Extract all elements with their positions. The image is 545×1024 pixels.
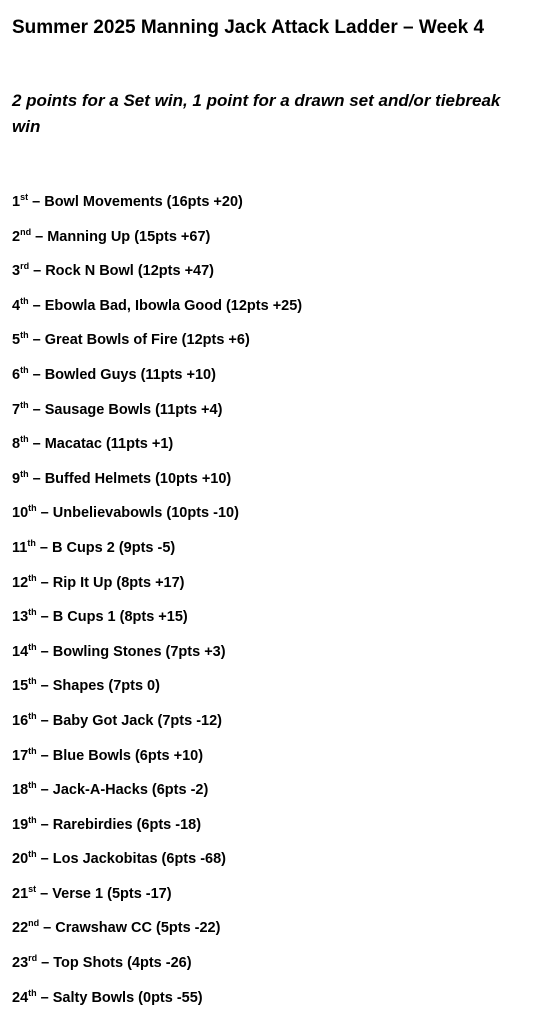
ladder-entry — [12, 363, 302, 398]
ladder-position: 4 — [12, 297, 21, 314]
team-standing: Ebowla Bad, Ibowla Good (12pts +25) — [44, 297, 303, 314]
ordinal-suffix: th — [20, 364, 29, 375]
team-standing: Blue Bowls (6pts +10) — [52, 747, 204, 764]
ladder-position: 17 — [12, 747, 29, 764]
separator: – — [29, 263, 46, 280]
team-standing: Bowling Stones (7pts +3) — [52, 643, 226, 660]
ladder-entry — [12, 328, 302, 363]
ladder-position: 9 — [12, 470, 21, 487]
ordinal-suffix: th — [28, 710, 37, 721]
ladder-entry — [12, 398, 302, 433]
ladder-position: 2 — [12, 228, 21, 245]
team-standing: Baby Got Jack (7pts -12) — [52, 712, 222, 729]
ordinal-suffix: th — [20, 434, 29, 445]
ordinal-suffix: st — [20, 192, 29, 202]
ladder-entry — [12, 571, 302, 606]
team-standing: Shapes (7pts 0) — [52, 678, 160, 695]
ladder-entry — [12, 536, 302, 571]
team-standing: Verse 1 (5pts -17) — [52, 885, 172, 902]
ladder-entry — [12, 640, 302, 675]
separator: – — [28, 194, 45, 210]
ladder-entry — [12, 294, 302, 329]
ordinal-suffix: th — [28, 849, 37, 860]
ladder-entry — [12, 190, 302, 225]
separator: – — [36, 712, 53, 729]
ladder-position: 18 — [12, 782, 29, 799]
separator: – — [36, 885, 53, 902]
page-title: Summer 2025 Manning Jack Attack Ladder – Week 4 — [12, 17, 485, 38]
team-standing: Macatac (11pts +1) — [44, 436, 174, 453]
separator: – — [28, 366, 45, 383]
ordinal-suffix: th — [28, 607, 37, 618]
ladder-position: 11 — [12, 539, 28, 556]
ladder-entry — [12, 813, 302, 848]
ordinal-suffix: th — [28, 676, 37, 687]
ladder-entry — [12, 709, 302, 744]
ordinal-suffix: th — [28, 780, 37, 791]
ordinal-suffix: th — [28, 987, 37, 998]
ordinal-suffix: th — [27, 537, 36, 548]
ladder-position: 10 — [12, 505, 29, 522]
team-standing: Los Jackobitas (6pts -68) — [52, 851, 227, 868]
ladder-entry — [12, 744, 302, 779]
team-standing: Bowl Movements (16pts +20) — [44, 194, 243, 210]
ordinal-suffix: th — [20, 399, 29, 410]
ordinal-suffix: th — [20, 330, 29, 341]
ladder-position: 15 — [12, 678, 29, 695]
ordinal-suffix: rd — [20, 261, 30, 272]
ladder-entry — [12, 778, 302, 813]
team-standing: Rarebirdies (6pts -18) — [52, 816, 202, 833]
ordinal-suffix: th — [28, 641, 37, 652]
ladder-position: 7 — [12, 401, 21, 418]
ladder-position: 6 — [12, 366, 21, 383]
ladder-position: 13 — [12, 609, 29, 626]
ladder-position: 19 — [12, 816, 29, 833]
team-standing: Rock N Bowl (12pts +47) — [45, 263, 215, 280]
team-standing: Salty Bowls (0pts -55) — [52, 989, 203, 1006]
separator: – — [28, 297, 45, 314]
separator: – — [36, 851, 53, 868]
ladder-position: 5 — [12, 332, 21, 349]
ordinal-suffix: th — [28, 814, 37, 825]
separator: – — [36, 505, 53, 522]
ordinal-suffix: th — [28, 503, 37, 514]
separator: – — [36, 989, 53, 1006]
separator: – — [36, 782, 53, 799]
separator: – — [28, 436, 45, 453]
ordinal-suffix: th — [28, 745, 37, 756]
separator: – — [28, 470, 45, 487]
separator: – — [36, 678, 53, 695]
ladder-position: 21 — [12, 885, 29, 902]
ladder-position: 20 — [12, 851, 29, 868]
ordinal-suffix: rd — [28, 953, 38, 964]
separator: – — [36, 574, 53, 591]
ladder-entry — [12, 432, 302, 467]
ladder-entry — [12, 674, 302, 709]
separator: – — [28, 332, 45, 349]
ladder-entry — [12, 882, 302, 917]
ladder-position: 8 — [12, 436, 21, 453]
points-rule-subtitle: 2 points for a Set win, 1 point for a drawn set and/or tiebreak win — [12, 91, 501, 136]
ladder-entry — [12, 467, 302, 502]
ordinal-suffix: nd — [20, 226, 32, 237]
ordinal-suffix: th — [20, 295, 29, 306]
ordinal-suffix: th — [20, 468, 29, 479]
separator: – — [31, 228, 48, 245]
separator: – — [36, 747, 53, 764]
separator: – — [36, 609, 53, 626]
team-standing: Great Bowls of Fire (12pts +6) — [44, 332, 250, 349]
ladder-position: 24 — [12, 989, 29, 1006]
ordinal-suffix: th — [28, 572, 37, 583]
team-standing: Jack-A-Hacks (6pts -2) — [52, 782, 209, 799]
separator: – — [36, 816, 53, 833]
team-standing: B Cups 1 (8pts +15) — [52, 609, 188, 626]
ladder-position: 1 — [12, 194, 21, 210]
ladder-position: 23 — [12, 955, 29, 972]
separator: – — [35, 539, 52, 556]
ladder-entry — [12, 605, 302, 640]
team-standing: Bowled Guys (11pts +10) — [44, 366, 216, 383]
ladder-entry — [12, 951, 302, 986]
team-standing: Rip It Up (8pts +17) — [52, 574, 185, 591]
team-standing: Crawshaw CC (5pts -22) — [55, 920, 221, 937]
team-standing: Top Shots (4pts -26) — [53, 955, 192, 972]
ordinal-suffix: nd — [28, 918, 40, 929]
ladder-position: 16 — [12, 712, 29, 729]
team-standing: Manning Up (15pts +67) — [47, 228, 211, 245]
ladder-position: 22 — [12, 920, 29, 937]
team-standing: B Cups 2 (9pts -5) — [51, 539, 176, 556]
ladder-position: 3 — [12, 263, 21, 280]
team-standing: Unbelievabowls (10pts -10) — [52, 505, 239, 522]
team-standing: Buffed Helmets (10pts +10) — [44, 470, 232, 487]
separator: – — [39, 920, 56, 937]
team-standing: Sausage Bowls (11pts +4) — [44, 401, 223, 418]
separator: – — [28, 401, 45, 418]
ladder-list — [12, 190, 302, 1020]
ladder-position: 12 — [12, 574, 29, 591]
ladder-entry — [12, 501, 302, 536]
ladder-entry — [12, 847, 302, 882]
ladder-position: 14 — [12, 643, 29, 660]
separator: – — [36, 643, 53, 660]
ladder-entry — [12, 916, 302, 951]
ladder-entry — [12, 986, 302, 1021]
ladder-entry — [12, 259, 302, 294]
separator: – — [37, 955, 54, 972]
ladder-entry — [12, 225, 302, 260]
ordinal-suffix: st — [28, 883, 37, 894]
